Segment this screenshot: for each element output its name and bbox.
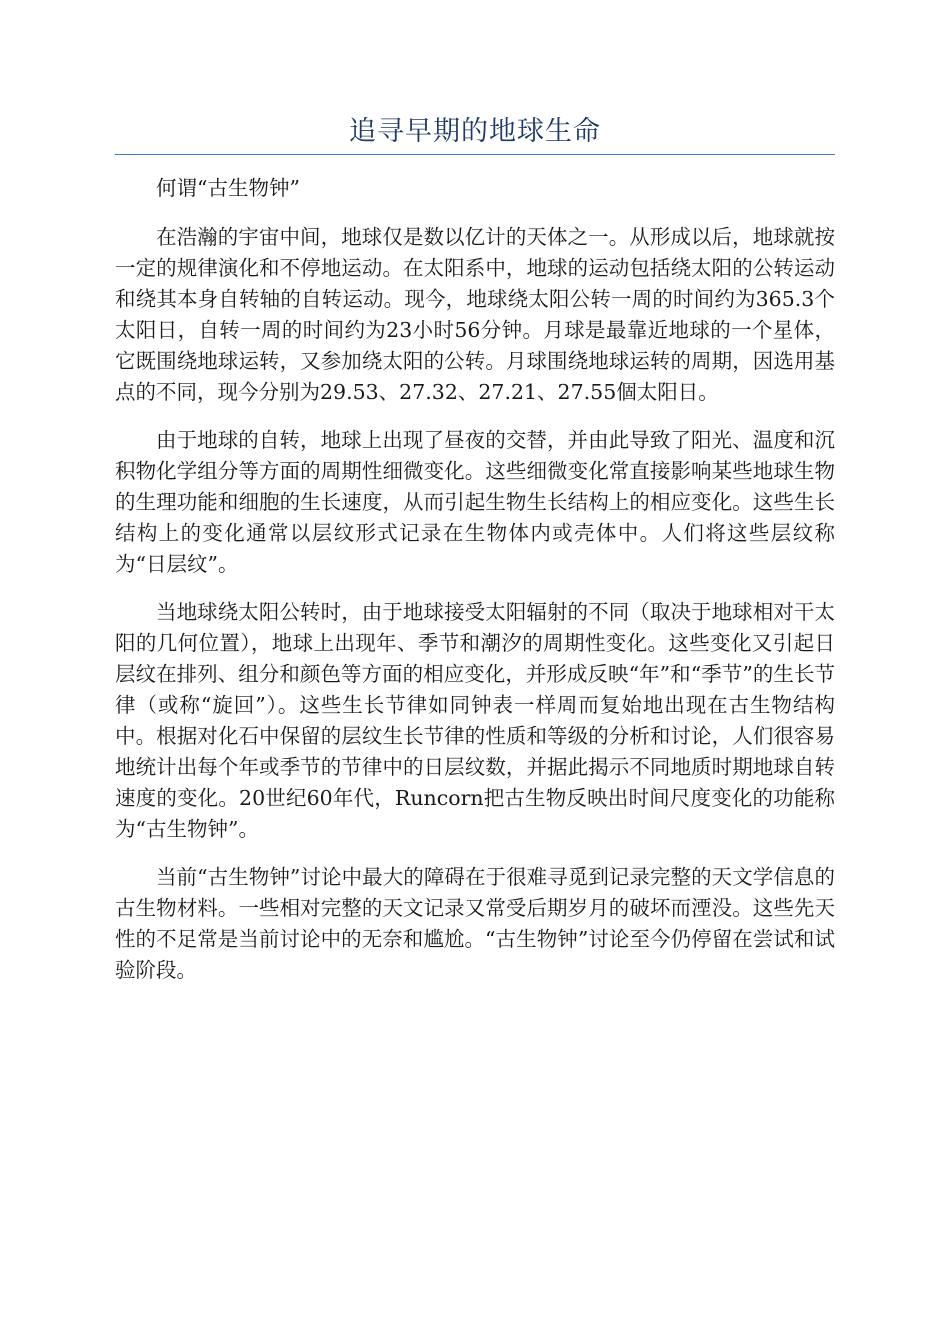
- document-page: [115, 112, 835, 1003]
- paragraph-2: 由于地球的自转，地球上出现了昼夜的交替，并由此导致了阳光、温度和沉积物化学组分等方面的周期性细微变化。这些细微变化常直接影响某些地球生物的生理功能和细胞的生长速度，从而引起生物生长结构上的相应变化。这些生长结构上的变化通常以层纹形式记录在生物体内或壳体中。人们将这些层纹称为“日层纹”。: [115, 428, 835, 576]
- document-title: 追寻早期的地球生命: [349, 116, 601, 147]
- title-underline: [115, 154, 835, 155]
- paragraph-3: 当地球绕太阳公转时，由于地球接受太阳辐射的不同（取决于地球相对干太阳的几何位置），地球上出现年、季节和潮汐的周期性变化。这些变化又引起日层纹在排列、组分和颜色等方面的相应变化，并形成反映“年”和“季节”的生长节律（或称“旋回”）。这些生长节律如同钟表一样周而复始地出现在古生物结构中。根据对化石中保留的层纹生长节律的性质和等级的分析和讨论，人们很容易地统计出每个年或季节的节律中的日层纹数，并据此揭示不同地质时期地球自转速度的变化。20世纪60年代，Runcorn把古生物反映出时间尺度变化的功能称为“古生物钟”。: [115, 600, 835, 841]
- paragraph-1: 在浩瀚的宇宙中间，地球仅是数以亿计的天体之一。从形成以后，地球就按一定的规律演化和不停地运动。在太阳系中，地球的运动包括绕太阳的公转运动和绕其本身自转轴的自转运动。现今，地球绕太阳公转一周的时间约为365.3个太阳日，自转一周的时间约为23小时56分钟。月球是最靠近地球的一个星体，它既围绕地球运转，又参加绕太阳的公转。月球围绕地球运转的周期，因选用基点的不同，现今分别为29.53、27.32、27.21、27.55個太阳日。: [115, 225, 835, 404]
- paragraph-4: 当前“古生物钟”讨论中最大的障碍在于很难寻觅到记录完整的天文学信息的古生物材料。一些相对完整的天文记录又常受后期岁月的破坏而湮没。这些先天性的不足常是当前讨论中的无奈和尴尬。“古生物钟”讨论至今仍停留在尝试和试验阶段。: [115, 865, 835, 982]
- section-heading: 何谓“古生物钟”: [156, 176, 300, 200]
